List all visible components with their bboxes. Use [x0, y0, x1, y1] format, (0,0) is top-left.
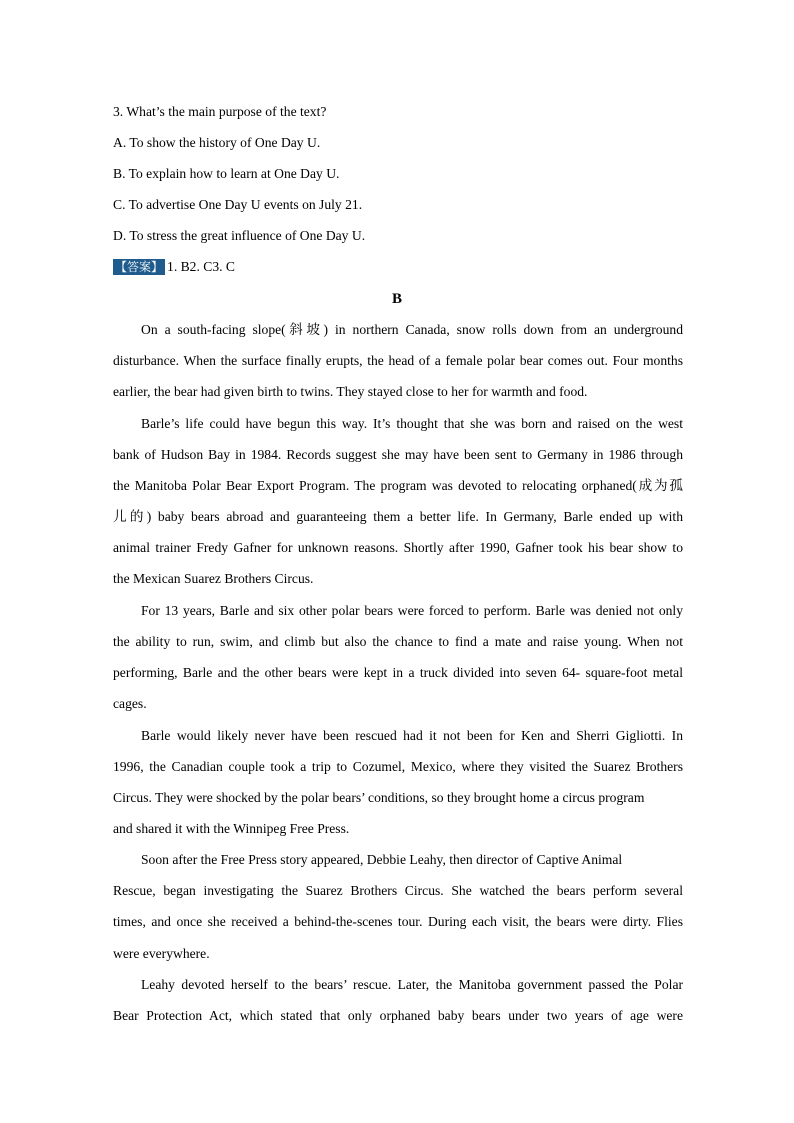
passage-line: Bear Protection Act, which stated that only orphaned baby bears under two years of age were [113, 1008, 683, 1023]
passage-line: times, and once she received a behind-the-scenes tour. During each visit, the bears were dirty. Flies [113, 914, 683, 929]
passage-line: Barle would likely never have been rescued had it not been for Ken and Sherri Gigliotti. In [141, 728, 683, 743]
passage-line: Soon after the Free Press story appeared, Debbie Leahy, then director of Captive Animal [141, 852, 623, 867]
passage-line: bank of Hudson Bay in 1984. Records suggest she may have been sent to Germany in 1986 through [113, 447, 683, 462]
passage-line: performing, Barle and the other bears were kept in a truck divided into seven 64- square-foot metal [113, 665, 683, 680]
passage-line: Barle’s life could have begun this way. It’s thought that she was born and raised on the west [141, 416, 683, 431]
answer-tag: 【答案】 [115, 260, 164, 274]
passage-line: animal trainer Fredy Gafner for unknown reasons. Shortly after 1990, Gafner took his bear show to [113, 540, 683, 555]
passage-line: On a south-facing slope(斜坡) in northern Canada, snow rolls down from an underground [141, 322, 683, 337]
section-title: B [391, 291, 402, 307]
passage-line: cages. [113, 696, 147, 711]
option-c: C. To advertise One Day U events on July 21. [113, 197, 363, 212]
passage-line: Rescue, began investigating the Suarez Brothers Circus. She watched the bears perform several [113, 883, 683, 898]
passage-line: Circus. They were shocked by the polar bears’ conditions, so they brought home a circus program [113, 790, 645, 805]
passage-line: disturbance. When the surface finally erupts, the head of a female polar bear comes out. Four months [113, 353, 683, 368]
passage-line: the Manitoba Polar Bear Export Program. The program was devoted to relocating orphaned(成为孤 [113, 478, 683, 493]
answer-text: 1. B2. C3. C [167, 259, 235, 274]
option-d: D. To stress the great influence of One Day U. [113, 228, 366, 243]
passage-line: were everywhere. [113, 946, 210, 961]
passage-line: 1996, the Canadian couple took a trip to Cozumel, Mexico, where they visited the Suarez Brothers [113, 759, 683, 774]
passage-line: the ability to run, swim, and climb but also the chance to find a mate and raise young. When not [113, 634, 683, 649]
question-stem: 3. What’s the main purpose of the text? [113, 104, 327, 119]
passage-line: earlier, the bear had given birth to twins. They stayed close to her for warmth and food. [113, 384, 588, 399]
option-b: B. To explain how to learn at One Day U. [113, 166, 340, 181]
passage-line: and shared it with the Winnipeg Free Press. [113, 821, 350, 836]
passage-line: For 13 years, Barle and six other polar bears were forced to perform. Barle was denied not only [141, 603, 683, 618]
passage-line: Leahy devoted herself to the bears’ rescue. Later, the Manitoba government passed the Polar [141, 977, 683, 992]
answer-line [113, 258, 683, 276]
passage-line: the Mexican Suarez Brothers Circus. [113, 571, 314, 586]
option-a: A. To show the history of One Day U. [113, 135, 321, 150]
passage-line: 儿的) baby bears abroad and guaranteeing them a better life. In Germany, Barle ended up with [113, 509, 683, 524]
